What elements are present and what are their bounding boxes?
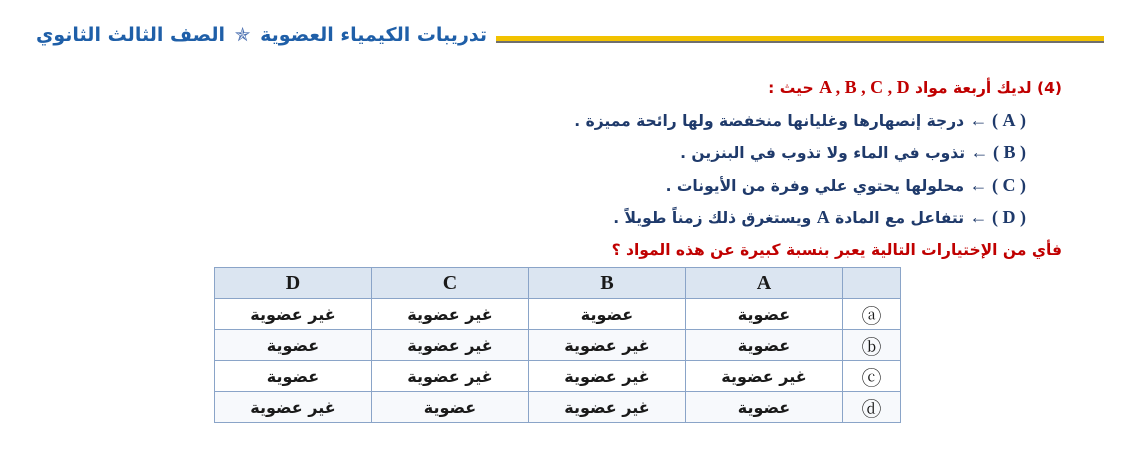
table-row[interactable] [215, 361, 901, 392]
table-header-cell: D [215, 268, 372, 299]
table-cell: غير عضوية [372, 330, 529, 361]
table-header-cell: A [686, 268, 843, 299]
table-cell: عضوية [686, 299, 843, 330]
table-header-row [215, 268, 901, 299]
table-cell: عضوية [686, 392, 843, 423]
question-number: (4) [1037, 79, 1062, 97]
answer-table [214, 267, 901, 423]
item-text: درجة إنصهارها وغليانها منخفضة ولها رائحة مميزة . [574, 111, 965, 130]
table-cell: عضوية [529, 299, 686, 330]
table-header-cell: C [372, 268, 529, 299]
header-title [36, 24, 487, 46]
item-text: محلولها يحتوي علي وفرة من الأيونات . [665, 176, 965, 195]
choice-label[interactable]: ⓐ [843, 299, 901, 330]
table-cell: غير عضوية [529, 330, 686, 361]
table-cell: غير عضوية [529, 392, 686, 423]
table-cell: غير عضوية [372, 361, 529, 392]
question-item-d [162, 202, 1062, 235]
page-header [35, 22, 1105, 58]
table-cell: عضوية [372, 392, 529, 423]
question-intro-text: لديك أربعة مواد [915, 79, 1032, 97]
table-cell: غير عضوية [372, 299, 529, 330]
item-text-after: ويستغرق ذلك زمناً طويلاً . [613, 209, 812, 227]
table-cell: عضوية [686, 330, 843, 361]
table-row[interactable] [215, 392, 901, 423]
question-item-c [162, 170, 1062, 203]
table-cell: عضوية [215, 330, 372, 361]
question-item-a [162, 105, 1062, 138]
question-item-b [162, 137, 1062, 170]
header-subtitle: الصف الثالث الثانوي [35, 24, 225, 46]
choice-label[interactable]: ⓒ [843, 361, 901, 392]
table-cell: غير عضوية [215, 392, 372, 423]
item-label: ( A ) ← [969, 109, 1026, 130]
choice-label[interactable]: ⓓ [843, 392, 901, 423]
item-label: ( B ) ← [970, 142, 1026, 162]
table-cell: غير عضوية [686, 361, 843, 392]
item-label: ( C ) ← [969, 174, 1026, 195]
question-prompt: فأي من الإختيارات التالية يعبر بنسبة كبيرة عن هذه المواد ؟ [611, 240, 1062, 259]
table-cell: غير عضوية [529, 361, 686, 392]
question-block [162, 72, 1062, 266]
item-label: ( D ) ← [969, 207, 1026, 227]
table-cell: غير عضوية [215, 299, 372, 330]
choice-label[interactable]: ⓑ [843, 330, 901, 361]
table-header-cell: B [529, 268, 686, 299]
item-text: تذوب في الماء ولا تذوب في البنزين . [680, 144, 966, 162]
question-intro-end: حيث : [768, 79, 814, 97]
star-icon: ✯ [234, 24, 251, 46]
table-cell: عضوية [215, 361, 372, 392]
header-title-text: تدريبات الكيمياء العضوية [260, 24, 487, 46]
question-intro-letters: A , B , C , D [819, 77, 910, 97]
item-text-before: تتفاعل مع المادة [835, 209, 965, 227]
question-intro [162, 72, 1062, 105]
table-header-cell [843, 268, 901, 299]
table-row[interactable] [215, 330, 901, 361]
header-underline [496, 41, 1104, 43]
table-row[interactable] [215, 299, 901, 330]
item-letter: A [816, 207, 830, 227]
